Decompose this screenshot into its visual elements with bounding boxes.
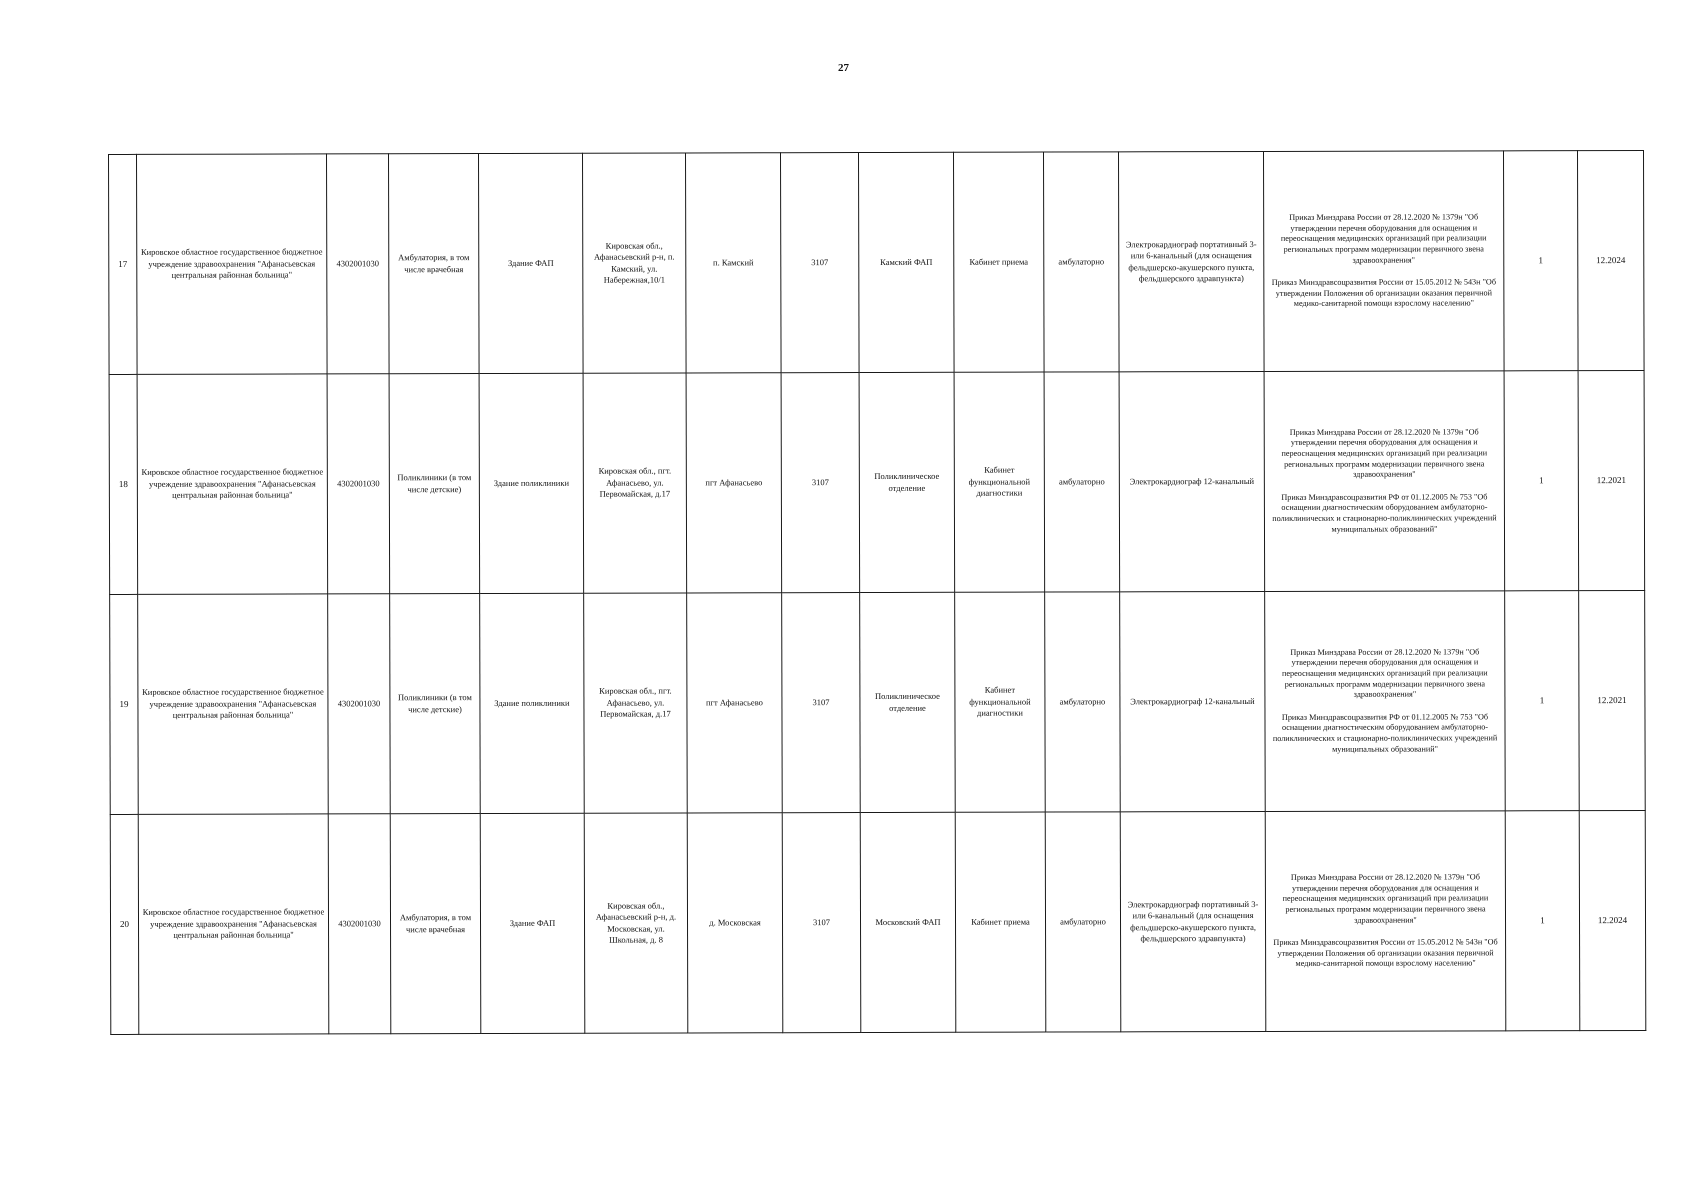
locality: п. Камский [685, 153, 781, 373]
table-row [110, 590, 1646, 814]
regulatory-documents [1263, 151, 1504, 372]
care-condition: амбулаторно [1045, 812, 1121, 1032]
regulatory-document-2: Приказ Минздравсоцразвития России от 15.05.2012 № 543н "Об утверждении Положения об организации оказания первичной медико-санитарной помощи взрослому населению" [1273, 937, 1498, 969]
quantity: 1 [1505, 591, 1580, 811]
building-name: Здание поликлиники [479, 373, 584, 593]
row-number: 18 [109, 374, 138, 594]
equipment-name: Электрокардиограф портативный 3- или 6-канальный (для оснащения фельдшерско-акушерского пункта, фельдшерского здравпункта) [1118, 151, 1264, 371]
equipment-name: Электрокардиограф 12-канальный [1120, 591, 1266, 811]
organization-code: 4302001030 [327, 154, 390, 374]
quantity: 1 [1505, 811, 1580, 1031]
quantity: 1 [1503, 151, 1578, 371]
organization-code: 4302001030 [328, 594, 391, 814]
okato-code: 3107 [780, 153, 859, 373]
okato-code: 3107 [782, 593, 861, 813]
regulatory-document-1: Приказ Минздрава России от 28.12.2020 № 1379н "Об утверждении перечня оборудования для оснащения и переоснащения медицинских организаций при реализации региональных программ модернизации первичного звена здравоохранения" [1281, 426, 1488, 479]
facility-type: Амбулатория, в том числе врачебная [390, 814, 481, 1034]
delivery-date: 12.2024 [1577, 150, 1644, 370]
building-name: Здание поликлиники [480, 593, 585, 813]
delivery-date: 12.2024 [1579, 810, 1646, 1030]
locality: пгт Афанасьево [687, 593, 783, 813]
address: Кировская обл., пгт. Афанасьево, ул. Первомайская, д.17 [584, 593, 688, 813]
quantity: 1 [1504, 371, 1579, 591]
regulatory-document-1: Приказ Минздрава России от 28.12.2020 № 1379н "Об утверждении перечня оборудования для оснащения и переоснащения медицинских организаций при реализации региональных программ модернизации первичного звена здравоохранения" [1280, 212, 1487, 265]
facility-type: Поликлиники (в том числе детские) [390, 594, 481, 814]
address: Кировская обл., Афанасьевский р-н, д. Московская, ул. Школьная, д. 8 [584, 813, 688, 1033]
room-name: Кабинет функциональной диагностики [954, 372, 1045, 592]
organization-name: Кировское областное государственное бюджетное учреждение здравоохранения "Афанасьевская центральная районная больница" [137, 154, 328, 374]
room-name: Кабинет функциональной диагностики [955, 592, 1046, 812]
address: Кировская обл., Афанасьевский р-н, п. Камский, ул. Набережная,10/1 [582, 153, 686, 373]
row-number: 20 [110, 814, 139, 1034]
okato-code: 3107 [782, 813, 861, 1033]
locality: д. Московская [687, 813, 783, 1033]
delivery-date: 12.2021 [1579, 590, 1646, 810]
unit-name: Поликлиническое отделение [859, 372, 955, 592]
equipment-name: Электрокардиограф 12-канальный [1119, 371, 1265, 591]
delivery-date: 12.2021 [1578, 370, 1645, 590]
organization-code: 4302001030 [328, 814, 391, 1034]
address: Кировская обл., пгт. Афанасьево, ул. Первомайская, д.17 [583, 373, 687, 593]
facility-type: Амбулатория, в том числе врачебная [389, 154, 480, 374]
facility-type: Поликлиники (в том числе детские) [389, 374, 480, 594]
locality: пгт Афанасьево [686, 373, 782, 593]
row-number: 17 [109, 154, 138, 374]
organization-name: Кировское областное государственное бюджетное учреждение здравоохранения "Афанасьевская центральная районная больница" [138, 814, 329, 1034]
organization-name: Кировское областное государственное бюджетное учреждение здравоохранения "Афанасьевская центральная районная больница" [138, 594, 329, 814]
regulatory-document-1: Приказ Минздрава России от 28.12.2020 № 1379н "Об утверждении перечня оборудования для оснащения и переоснащения медицинских организаций при реализации региональных программ модернизации первичного звена здравоохранения" [1282, 872, 1489, 925]
regulatory-documents [1265, 811, 1506, 1032]
equipment-name: Электрокардиограф портативный 3- или 6-канальный (для оснащения фельдшерско-акушерского пункта, фельдшерского здравпункта) [1120, 811, 1266, 1031]
table-row [109, 150, 1645, 374]
building-name: Здание ФАП [479, 153, 584, 373]
unit-name: Поликлиническое отделение [860, 592, 956, 812]
regulatory-document-1: Приказ Минздрава России от 28.12.2020 № 1379н "Об утверждении перечня оборудования для оснащения и переоснащения медицинских организаций при реализации региональных программ модернизации первичного звена здравоохранения" [1282, 646, 1488, 699]
page-number: 27 [838, 62, 849, 74]
row-number: 19 [110, 594, 139, 814]
room-name: Кабинет приема [953, 152, 1044, 372]
table-row [109, 370, 1645, 594]
organization-name: Кировское областное государственное бюджетное учреждение здравоохранения "Афанасьевская центральная районная больница" [137, 374, 328, 594]
regulatory-document-2: Приказ Минздравсоцразвития РФ от 01.12.2005 № 753 "Об оснащении диагностическим оборудованием амбулаторно-поликлинических и стационарно-поликлинических учреждений муниципальных образований" [1272, 492, 1497, 534]
regulatory-documents [1264, 371, 1505, 592]
care-condition: амбулаторно [1045, 592, 1121, 812]
care-condition: амбулаторно [1044, 372, 1120, 592]
regulatory-document-2: Приказ Минздравсоцразвития РФ от 01.12.2005 № 753 "Об оснащении диагностическим оборудованием амбулаторно-поликлинических и стационарно-поликлинических учреждений муниципальных образований" [1272, 712, 1498, 754]
equipment-table [108, 150, 1646, 1035]
room-name: Кабинет приема [955, 812, 1046, 1032]
okato-code: 3107 [781, 373, 860, 593]
building-name: Здание ФАП [480, 813, 585, 1033]
organization-code: 4302001030 [327, 374, 390, 594]
regulatory-document-2: Приказ Минздравсоцразвития России от 15.05.2012 № 543н "Об утверждении Положения об организации оказания первичной медико-санитарной помощи взрослому населению" [1271, 277, 1497, 309]
unit-name: Московский ФАП [860, 812, 956, 1032]
regulatory-documents [1265, 591, 1506, 812]
care-condition: амбулаторно [1043, 152, 1119, 372]
unit-name: Камский ФАП [858, 152, 954, 372]
table-row [110, 810, 1646, 1034]
